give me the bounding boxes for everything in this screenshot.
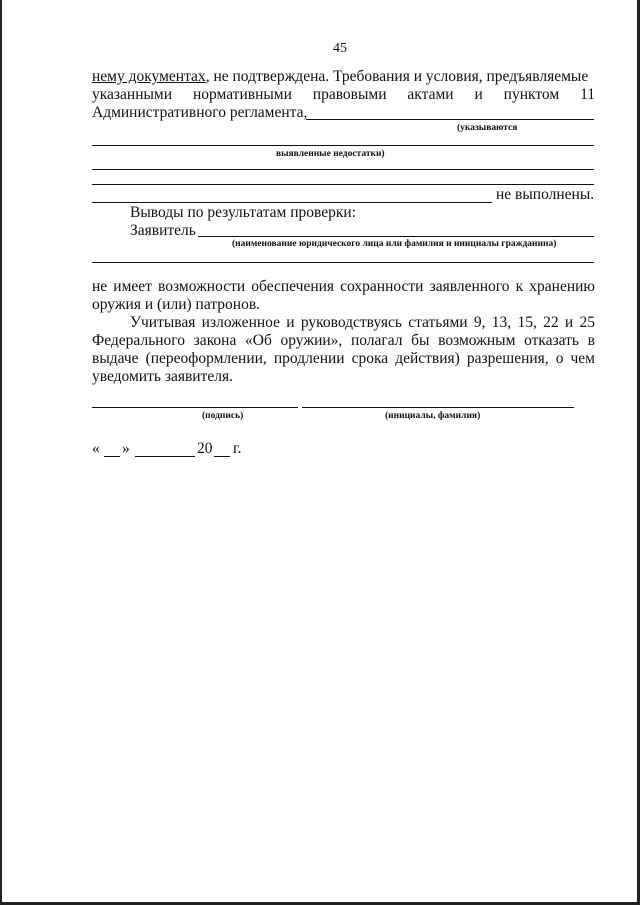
para1-line1-rest: , не подтверждена. Требования и условия, предъявляемые [205,68,589,85]
date-open-quote: « [92,440,100,457]
para3-line4: уведомить заявителя. [92,368,233,385]
para3-line1: Учитывая изложенное и руководствуясь статьями 9, 13, 15, 22 и 25 [130,314,595,331]
para2-line2: оружия и (или) патронов. [92,296,261,313]
page-number: 45 [333,41,347,56]
not-fulfilled-text: не выполнены. [496,186,595,203]
fill-line-regulation [306,119,594,120]
date-year-line [214,456,230,457]
fill-line-3 [92,184,594,185]
fill-line-4 [92,202,492,203]
fill-line-applicant [198,236,594,237]
para1-underlined-text: нему документах [92,68,206,85]
hint-signature: (подпись) [202,411,244,421]
hint-indicated: (указываются [457,123,518,133]
para1-line2: указанными нормативными правовыми актами и пунктом 11 [92,86,595,103]
para3-line2: Федерального закона «Об оружии», полагал бы возможным отказать в [92,332,595,349]
para1-line3: Административного регламента, [92,104,308,121]
fill-line-1 [92,145,594,146]
para1-line1 [92,68,588,86]
conclusions-heading: Выводы по результатам проверки: [130,204,357,221]
hint-initials: (инициалы, фамилия) [385,411,481,421]
fill-line-2 [92,169,594,170]
signature-line [92,407,298,408]
page-border-left [0,0,2,905]
date-month-line [135,456,195,457]
date-day-line [104,456,120,457]
date-year-suffix: г. [233,440,242,457]
initials-line [302,407,574,408]
fill-line-applicant-2 [92,262,594,263]
date-close-quote: » [122,440,130,457]
hint-applicant: (наименование юридического лица или фамилия и инициалы гражданина) [232,239,557,249]
para2-line1: не имеет возможности обеспечения сохранности заявленного к хранению [92,278,595,295]
hint-deficiencies: выявленные недостатки) [276,149,385,159]
date-year-prefix: 20 [197,440,213,457]
para3-line3: выдаче (переоформлении, продлении срока действия) разрешения, о чем [92,350,595,367]
applicant-label: Заявитель [130,222,196,239]
